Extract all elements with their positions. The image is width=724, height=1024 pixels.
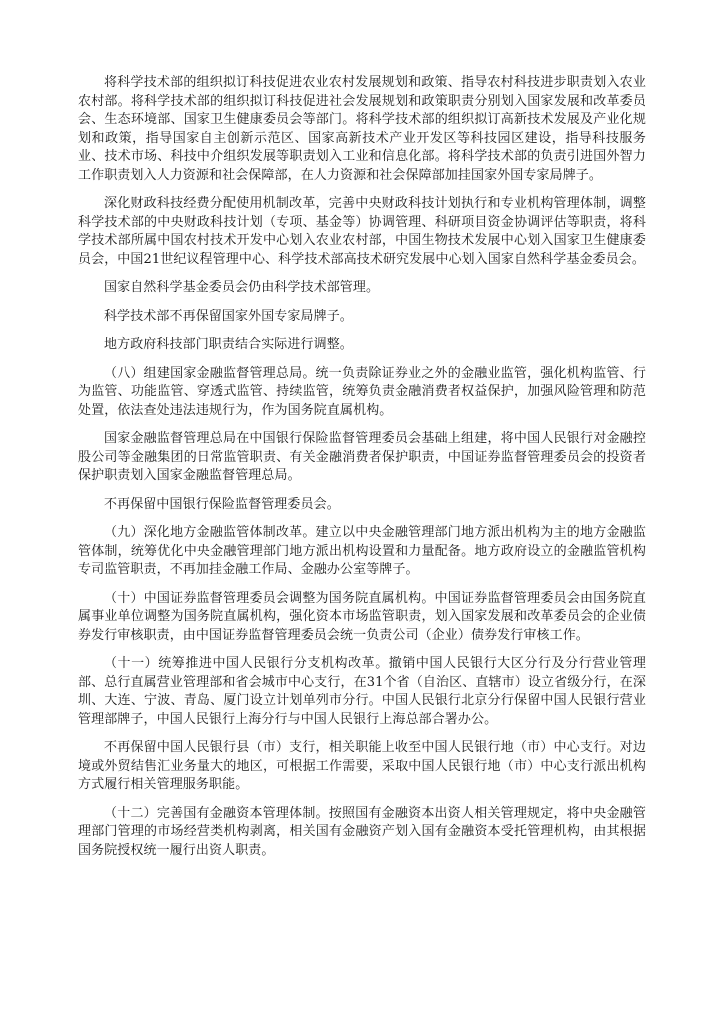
paragraph: （十）中国证券监督管理委员会调整为国务院直属机构。中国证券监督管理委员会由国务院直属事业单位调整为国务院直属机构，强化资本市场监管职责，划入国家发展和改革委员会的企业债券发行审核职责，由中国证券监督管理委员会统一负责公司（企业）债券发行审核工作。 — [78, 590, 646, 643]
paragraph: 不再保留中国银行保险监督管理委员会。 — [104, 496, 340, 512]
paragraph: （八）组建国家金融监督管理总局。统一负责除证券业之外的金融业监管，强化机构监管、行为监管、功能监管、穿透式监管、持续监管，统筹负责金融消费者权益保护，加强风险管理和防范处置，依法查处违法违规行为，作为国务院直属机构。 — [78, 365, 646, 418]
paragraph: （十一）统筹推进中国人民银行分支机构改革。撤销中国人民银行大区分行及分行营业管理部、总行直属营业管理部和省会城市中心支行，在31个省（自治区、直辖市）设立省级分行，在深圳、大连、宁波、青岛、厦门设立计划单列市分行。中国人民银行北京分行保留中国人民银行营业管理部牌子，中国人民银行上海分行与中国人民银行上海总部合署办公。 — [78, 656, 646, 727]
paragraph: 不再保留中国人民银行县（市）支行，相关职能上收至中国人民银行地（市）中心支行。对边境或外贸结售汇业务量大的地区，可根据工作需要，采取中国人民银行地（市）中心支行派出机构方式履行相关管理服务职能。 — [78, 740, 646, 792]
paragraph: 科学技术部不再保留国家外国专家局牌子。 — [104, 308, 353, 324]
paragraph: 国家金融监督管理总局在中国银行保险监督管理委员会基础上组建，将中国人民银行对金融控股公司等金融集团的日常监管职责、有关金融消费者保护职责，中国证券监督管理委员会的投资者保护职责划入国家金融监督管理总局。 — [78, 431, 646, 483]
paragraph: 地方政府科技部门职责结合实际进行调整。 — [104, 337, 353, 352]
paragraph: 将科学技术部的组织拟订科技促进农业农村发展规划和政策、指导农村科技进步职责划入农业农村部。将科学技术部的组织拟订科技促进社会发展规划和政策职责分别划入国家发展和改革委员会、生态环境部、国家卫生健康委员会等部门。将科学技术部的组织拟订高新技术发展及产业化规划和政策，指导国家自主创新示范区、国家高新技术产业开发区等科技园区建设，指导科技服务业、技术市场、科技中介组织发展等职责划入工业和信息化部。将科学技术部的负责引进国外智力工作职责划入人力资源和社会保障部，在人力资源和社会保障部加挂国家外国专家局牌子。 — [78, 75, 646, 183]
paragraph: （九）深化地方金融监管体制改革。建立以中央金融管理部门地方派出机构为主的地方金融监管体制，统筹优化中央金融管理部门地方派出机构设置和力量配备。地方政府设立的金融监管机构专司监管职责，不再加挂金融工作局、金融办公室等牌子。 — [78, 525, 646, 577]
paragraph: 国家自然科学基金委员会仍由科学技术部管理。 — [104, 280, 380, 295]
document-body — [78, 74, 646, 870]
paragraph: （十二）完善国有金融资本管理体制。按照国有金融资本出资人相关管理规定，将中央金融管理部门管理的市场经营类机构剥离，相关国有金融资产划入国有金融资本受托管理机构，由其根据国务院授权统一履行出资人职责。 — [78, 805, 646, 858]
paragraph: 深化财政科技经费分配使用机制改革，完善中央财政科技计划执行和专业机构管理体制，调整科学技术部的中央财政科技计划（专项、基金等）协调管理、科研项目资金协调评估等职责，将科学技术部所属中国农村技术开发中心划入农业农村部，中国生物技术发展中心划入国家卫生健康委员会，中国21世纪议程管理中心、科学技术部高技术研究发展中心划入国家自然科学基金委员会。 — [78, 196, 646, 267]
